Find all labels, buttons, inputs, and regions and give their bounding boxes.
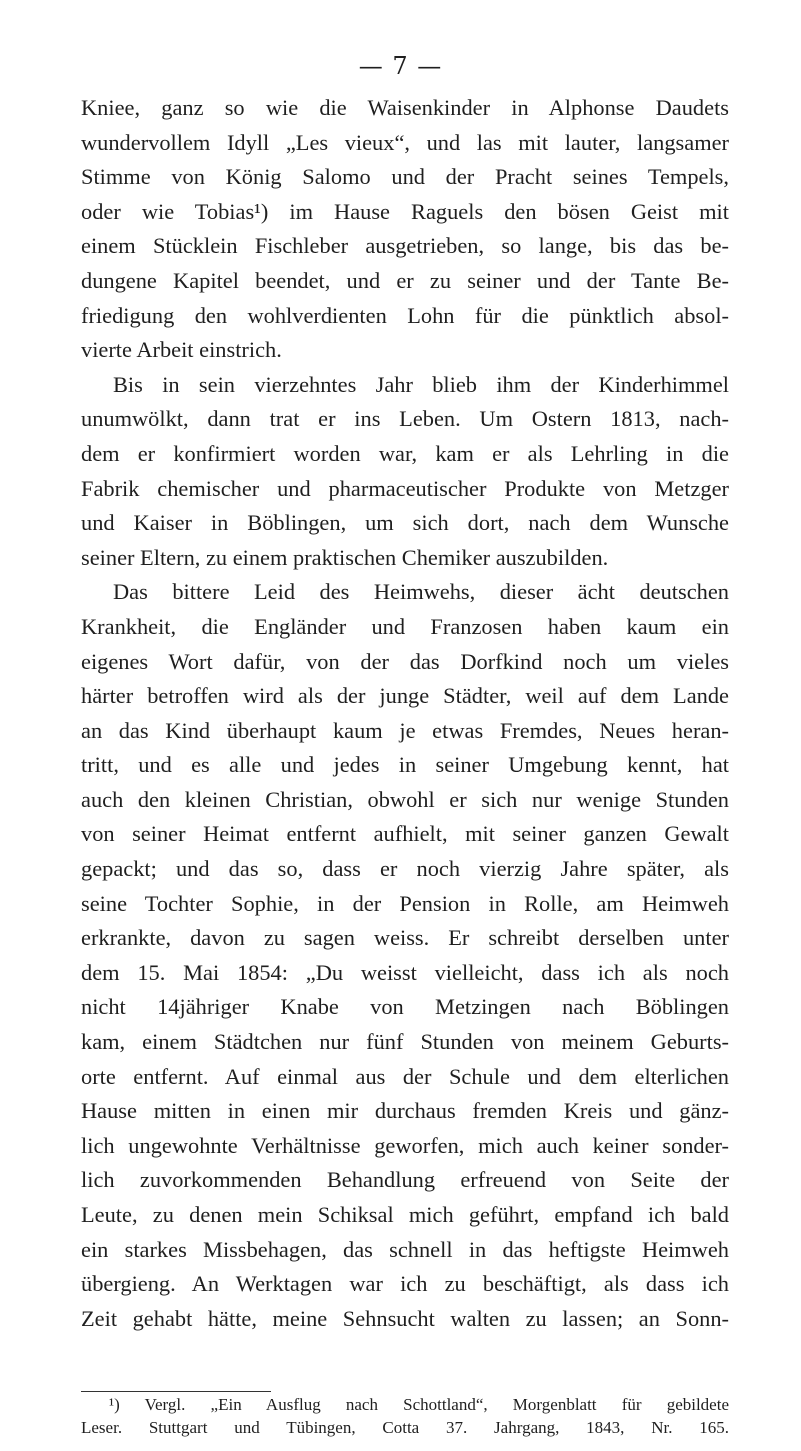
text-line: Fabrik chemischer und pharmaceutischer Produkte von Metzger bbox=[81, 475, 729, 501]
text-line: dem er konfirmiert worden war, kam er als Lehrling in die bbox=[81, 440, 729, 466]
footnote-line: ¹) Vergl. „Ein Ausflug nach Schottland“, Morgenblatt für gebildete bbox=[109, 1395, 729, 1414]
text-line: vierte Arbeit einstrich. bbox=[81, 337, 282, 363]
main-text bbox=[81, 91, 729, 1336]
text-line: lich zuvorkommenden Behandlung erfreuend von Seite der bbox=[81, 1167, 729, 1193]
footnote-line: Leser. Stuttgart und Tübingen, Cotta 37. Jahrgang, 1843, Nr. 165. bbox=[81, 1418, 729, 1437]
text-line: seine Tochter Sophie, in der Pension in Rolle, am Heimweh bbox=[81, 890, 729, 916]
text-line: dungene Kapitel beendet, und er zu seiner und der Tante Be- bbox=[81, 267, 729, 293]
text-line: tritt, und es alle und jedes in seiner Umgebung kennt, hat bbox=[81, 752, 729, 778]
text-line: dem 15. Mai 1854: „Du weisst vielleicht, dass ich als noch bbox=[81, 959, 729, 985]
text-line: kam, einem Städtchen nur fünf Stunden von meinem Geburts- bbox=[81, 1029, 729, 1055]
text-line: Kniee, ganz so wie die Waisenkinder in Alphonse Daudets bbox=[81, 95, 729, 120]
text-line: friedigung den wohlverdienten Lohn für die pünktlich absol- bbox=[81, 302, 729, 328]
page-number-header: — 7 — bbox=[358, 52, 443, 80]
text-line: härter betroffen wird als der junge Städter, weil auf dem Lande bbox=[81, 683, 729, 709]
text-line: Krankheit, die Engländer und Franzosen haben kaum ein bbox=[81, 613, 729, 639]
text-line: übergieng. An Werktagen war ich zu beschäftigt, als dass ich bbox=[81, 1271, 729, 1297]
text-line: Hause mitten in einen mir durchaus fremden Kreis und gänz- bbox=[81, 1098, 729, 1124]
text-line: Bis in sein vierzehntes Jahr blieb ihm der Kinderhimmel bbox=[113, 371, 729, 397]
text-line: eigenes Wort dafür, von der das Dorfkind noch um vieles bbox=[81, 648, 729, 674]
text-line: an das Kind überhaupt kaum je etwas Fremdes, Neues heran- bbox=[81, 717, 729, 743]
text-line: auch den kleinen Christian, obwohl er sich nur wenige Stunden bbox=[81, 786, 729, 812]
footnote-divider bbox=[81, 1391, 271, 1392]
text-line: nicht 14jähriger Knabe von Metzingen nach Böblingen bbox=[81, 994, 729, 1020]
text-line: lich ungewohnte Verhältnisse geworfen, mich auch keiner sonder- bbox=[81, 1132, 729, 1158]
text-line: seiner Eltern, zu einem praktischen Chemiker auszubilden. bbox=[81, 544, 609, 570]
text-line: von seiner Heimat entfernt aufhielt, mit seiner ganzen Gewalt bbox=[81, 821, 729, 847]
text-line: orte entfernt. Auf einmal aus der Schule und dem elterlichen bbox=[81, 1063, 729, 1089]
text-line: erkrankte, davon zu sagen weiss. Er schreibt derselben unter bbox=[81, 925, 729, 951]
text-line: ein starkes Missbehagen, das schnell in das heftigste Heimweh bbox=[81, 1236, 729, 1262]
text-line: wundervollem Idyll „Les vieux“, und las mit lauter, langsamer bbox=[81, 129, 729, 155]
text-line: Zeit gehabt hätte, meine Sehnsucht walten zu lassen; an Sonn- bbox=[81, 1305, 729, 1331]
text-line: gepackt; und das so, dass er noch vierzig Jahre später, als bbox=[81, 856, 729, 882]
text-line: einem Stücklein Fischleber ausgetrieben, so lange, bis das be- bbox=[81, 233, 729, 259]
text-line: Leute, zu denen mein Schiksal mich geführt, empfand ich bald bbox=[81, 1202, 729, 1227]
text-line: oder wie Tobias¹) im Hause Raguels den bösen Geist mit bbox=[81, 198, 729, 224]
text-line: unumwölkt, dann trat er ins Leben. Um Ostern 1813, nach- bbox=[81, 406, 729, 432]
text-line: Stimme von König Salomo und der Pracht seines Tempels, bbox=[81, 164, 729, 190]
text-line: Das bittere Leid des Heimwehs, dieser ächt deutschen bbox=[113, 579, 729, 605]
footnote bbox=[81, 1393, 729, 1439]
text-line: und Kaiser in Böblingen, um sich dort, nach dem Wunsche bbox=[81, 510, 729, 536]
